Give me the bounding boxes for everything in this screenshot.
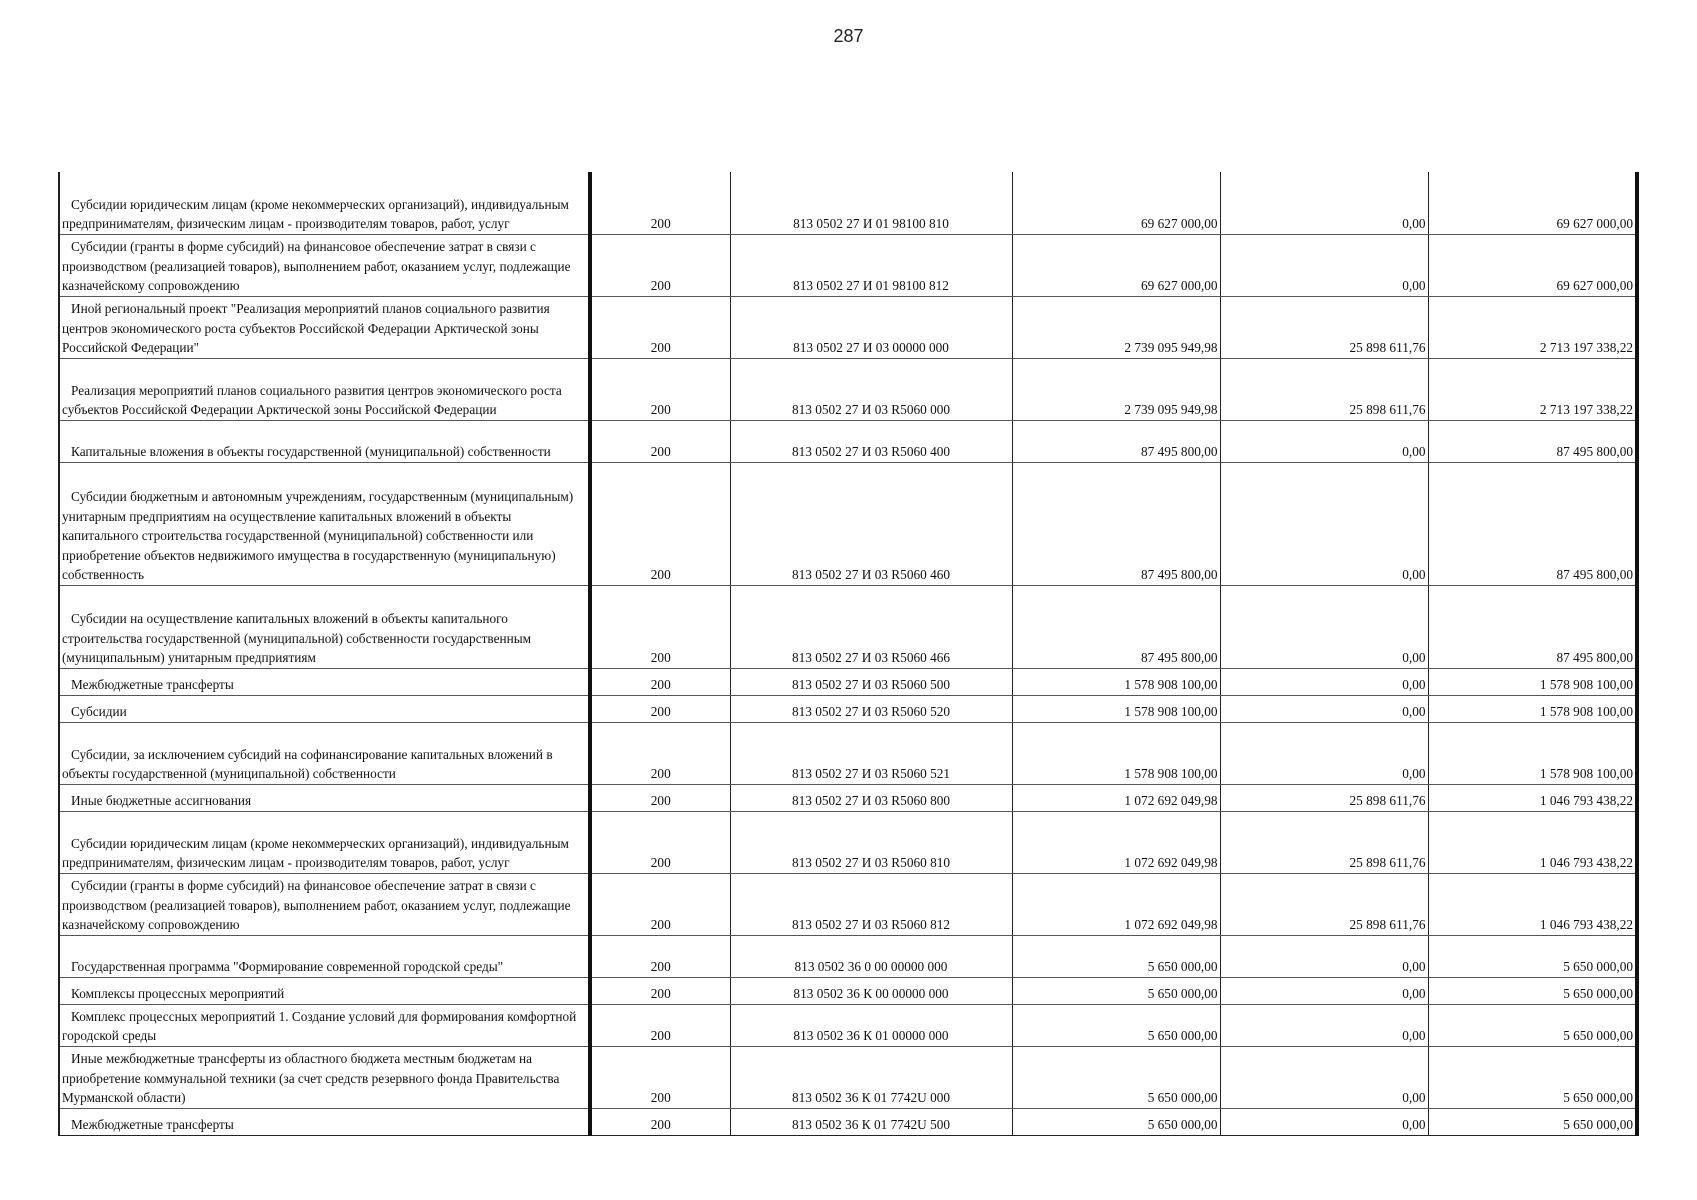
row-budget-code: 813 0502 27 И 03 R5060 500 xyxy=(730,668,1012,695)
row-amount-2: 25 898 611,76 xyxy=(1220,784,1428,811)
table-row xyxy=(59,462,1637,585)
row-amount-2: 25 898 611,76 xyxy=(1220,358,1428,420)
row-amount-1: 1 578 908 100,00 xyxy=(1012,668,1220,695)
row-amount-3: 1 046 793 438,22 xyxy=(1428,811,1637,873)
row-name: Субсидии (гранты в форме субсидий) на финансовое обеспечение затрат в связи с производством (реализацией товаров), выполнением работ, оказанием услуг, подлежащие казначейскому сопровождению xyxy=(59,234,590,296)
row-budget-code: 813 0502 27 И 03 R5060 520 xyxy=(730,695,1012,722)
row-amount-1: 5 650 000,00 xyxy=(1012,1046,1220,1108)
row-amount-3: 87 495 800,00 xyxy=(1428,585,1637,668)
row-budget-code: 813 0502 36 К 00 00000 000 xyxy=(730,977,1012,1004)
row-amount-2: 0,00 xyxy=(1220,1046,1428,1108)
row-code: 200 xyxy=(590,1004,730,1046)
row-code: 200 xyxy=(590,784,730,811)
row-amount-3: 5 650 000,00 xyxy=(1428,977,1637,1004)
table-row xyxy=(59,811,1637,873)
row-name: Комплексы процессных мероприятий xyxy=(59,977,590,1004)
row-amount-3: 5 650 000,00 xyxy=(1428,935,1637,977)
row-name: Субсидии юридическим лицам (кроме некоммерческих организаций), индивидуальным предпринимателям, физическим лицам - производителям товаров, работ, услуг xyxy=(59,172,590,234)
row-budget-code: 813 0502 27 И 03 00000 000 xyxy=(730,296,1012,358)
row-amount-1: 5 650 000,00 xyxy=(1012,977,1220,1004)
table-row xyxy=(59,722,1637,784)
row-name: Субсидии бюджетным и автономным учреждениям, государственным (муниципальным) унитарным предприятиям на осуществление капитальных вложений в объекты капитального строительства государственной (муниципальной) собственности или приобретение объектов недвижимого имущества в государственную (муниципальную) собственность xyxy=(59,462,590,585)
row-amount-3: 2 713 197 338,22 xyxy=(1428,358,1637,420)
row-amount-1: 1 072 692 049,98 xyxy=(1012,873,1220,935)
row-amount-1: 69 627 000,00 xyxy=(1012,172,1220,234)
row-code: 200 xyxy=(590,358,730,420)
row-amount-2: 0,00 xyxy=(1220,1004,1428,1046)
row-amount-2: 0,00 xyxy=(1220,977,1428,1004)
row-amount-3: 1 046 793 438,22 xyxy=(1428,873,1637,935)
row-code: 200 xyxy=(590,1108,730,1135)
row-amount-1: 2 739 095 949,98 xyxy=(1012,296,1220,358)
row-name: Комплекс процессных мероприятий 1. Создание условий для формирования комфортной городской среды xyxy=(59,1004,590,1046)
row-amount-1: 5 650 000,00 xyxy=(1012,1004,1220,1046)
row-budget-code: 813 0502 27 И 03 R5060 466 xyxy=(730,585,1012,668)
row-budget-code: 813 0502 27 И 01 98100 810 xyxy=(730,172,1012,234)
table-row xyxy=(59,668,1637,695)
page-number: 287 xyxy=(833,26,864,46)
row-code: 200 xyxy=(590,234,730,296)
row-amount-1: 1 578 908 100,00 xyxy=(1012,722,1220,784)
row-code: 200 xyxy=(590,420,730,462)
row-budget-code: 813 0502 36 К 01 7742U 500 xyxy=(730,1108,1012,1135)
row-budget-code: 813 0502 27 И 03 R5060 460 xyxy=(730,462,1012,585)
row-amount-2: 0,00 xyxy=(1220,462,1428,585)
table-row xyxy=(59,784,1637,811)
row-amount-1: 87 495 800,00 xyxy=(1012,585,1220,668)
row-amount-1: 1 072 692 049,98 xyxy=(1012,784,1220,811)
row-amount-3: 5 650 000,00 xyxy=(1428,1046,1637,1108)
row-amount-3: 1 046 793 438,22 xyxy=(1428,784,1637,811)
row-amount-3: 5 650 000,00 xyxy=(1428,1004,1637,1046)
table-row xyxy=(59,358,1637,420)
row-amount-3: 1 578 908 100,00 xyxy=(1428,695,1637,722)
row-amount-3: 87 495 800,00 xyxy=(1428,462,1637,585)
row-amount-2: 0,00 xyxy=(1220,172,1428,234)
row-amount-2: 0,00 xyxy=(1220,935,1428,977)
row-code: 200 xyxy=(590,172,730,234)
row-amount-3: 69 627 000,00 xyxy=(1428,172,1637,234)
row-amount-2: 25 898 611,76 xyxy=(1220,296,1428,358)
table-row xyxy=(59,935,1637,977)
row-name: Иные бюджетные ассигнования xyxy=(59,784,590,811)
row-amount-1: 5 650 000,00 xyxy=(1012,935,1220,977)
table-row xyxy=(59,172,1637,234)
row-amount-2: 0,00 xyxy=(1220,234,1428,296)
row-code: 200 xyxy=(590,668,730,695)
row-amount-2: 25 898 611,76 xyxy=(1220,811,1428,873)
row-budget-code: 813 0502 27 И 03 R5060 800 xyxy=(730,784,1012,811)
row-name: Субсидии на осуществление капитальных вложений в объекты капитального строительства государственной (муниципальной) собственности государственным (муниципальным) унитарным предприятиям xyxy=(59,585,590,668)
row-amount-3: 2 713 197 338,22 xyxy=(1428,296,1637,358)
row-budget-code: 813 0502 36 К 01 7742U 000 xyxy=(730,1046,1012,1108)
row-code: 200 xyxy=(590,1046,730,1108)
row-name: Субсидии, за исключением субсидий на софинансирование капитальных вложений в объекты государственной (муниципальной) собственности xyxy=(59,722,590,784)
row-code: 200 xyxy=(590,462,730,585)
row-amount-1: 87 495 800,00 xyxy=(1012,462,1220,585)
row-code: 200 xyxy=(590,873,730,935)
row-code: 200 xyxy=(590,722,730,784)
row-budget-code: 813 0502 27 И 03 R5060 810 xyxy=(730,811,1012,873)
row-amount-1: 1 578 908 100,00 xyxy=(1012,695,1220,722)
row-code: 200 xyxy=(590,296,730,358)
row-amount-3: 1 578 908 100,00 xyxy=(1428,722,1637,784)
row-budget-code: 813 0502 27 И 03 R5060 400 xyxy=(730,420,1012,462)
row-amount-3: 87 495 800,00 xyxy=(1428,420,1637,462)
table-row xyxy=(59,977,1637,1004)
row-amount-2: 0,00 xyxy=(1220,695,1428,722)
row-amount-1: 69 627 000,00 xyxy=(1012,234,1220,296)
row-amount-2: 0,00 xyxy=(1220,585,1428,668)
row-code: 200 xyxy=(590,935,730,977)
row-name: Капитальные вложения в объекты государственной (муниципальной) собственности xyxy=(59,420,590,462)
row-name: Иные межбюджетные трансферты из областного бюджета местным бюджетам на приобретение коммунальной техники (за счет средств резервного фонда Правительства Мурманской области) xyxy=(59,1046,590,1108)
row-amount-3: 69 627 000,00 xyxy=(1428,234,1637,296)
row-budget-code: 813 0502 27 И 03 R5060 812 xyxy=(730,873,1012,935)
row-code: 200 xyxy=(590,695,730,722)
table-row xyxy=(59,695,1637,722)
table-row xyxy=(59,1108,1637,1135)
row-amount-2: 0,00 xyxy=(1220,668,1428,695)
row-amount-3: 5 650 000,00 xyxy=(1428,1108,1637,1135)
row-amount-1: 1 072 692 049,98 xyxy=(1012,811,1220,873)
row-name: Субсидии xyxy=(59,695,590,722)
row-amount-2: 25 898 611,76 xyxy=(1220,873,1428,935)
table-row xyxy=(59,420,1637,462)
row-amount-2: 0,00 xyxy=(1220,722,1428,784)
table-row xyxy=(59,296,1637,358)
row-name: Реализация мероприятий планов социального развития центров экономического роста субъектов Российской Федерации Арктической зоны Российской Федерации xyxy=(59,358,590,420)
row-amount-2: 0,00 xyxy=(1220,420,1428,462)
row-code: 200 xyxy=(590,977,730,1004)
row-name: Субсидии (гранты в форме субсидий) на финансовое обеспечение затрат в связи с производством (реализацией товаров), выполнением работ, оказанием услуг, подлежащие казначейскому сопровождению xyxy=(59,873,590,935)
row-code: 200 xyxy=(590,585,730,668)
row-name: Субсидии юридическим лицам (кроме некоммерческих организаций), индивидуальным предпринимателям, физическим лицам - производителям товаров, работ, услуг xyxy=(59,811,590,873)
table-row xyxy=(59,1004,1637,1046)
row-budget-code: 813 0502 27 И 03 R5060 000 xyxy=(730,358,1012,420)
row-amount-1: 2 739 095 949,98 xyxy=(1012,358,1220,420)
row-budget-code: 813 0502 36 0 00 00000 000 xyxy=(730,935,1012,977)
row-amount-1: 87 495 800,00 xyxy=(1012,420,1220,462)
row-budget-code: 813 0502 27 И 01 98100 812 xyxy=(730,234,1012,296)
row-amount-2: 0,00 xyxy=(1220,1108,1428,1135)
table-row xyxy=(59,234,1637,296)
row-name: Государственная программа "Формирование современной городской среды" xyxy=(59,935,590,977)
table-row xyxy=(59,585,1637,668)
table-row xyxy=(59,873,1637,935)
row-name: Межбюджетные трансферты xyxy=(59,1108,590,1135)
row-budget-code: 813 0502 36 К 01 00000 000 xyxy=(730,1004,1012,1046)
row-budget-code: 813 0502 27 И 03 R5060 521 xyxy=(730,722,1012,784)
table-row xyxy=(59,1046,1637,1108)
row-name: Иной региональный проект "Реализация мероприятий планов социального развития центров экономического роста субъектов Российской Федерации Арктической зоны Российской Федерации" xyxy=(59,296,590,358)
row-name: Межбюджетные трансферты xyxy=(59,668,590,695)
row-amount-1: 5 650 000,00 xyxy=(1012,1108,1220,1135)
row-amount-3: 1 578 908 100,00 xyxy=(1428,668,1637,695)
row-code: 200 xyxy=(590,811,730,873)
budget-table xyxy=(58,172,1639,1136)
